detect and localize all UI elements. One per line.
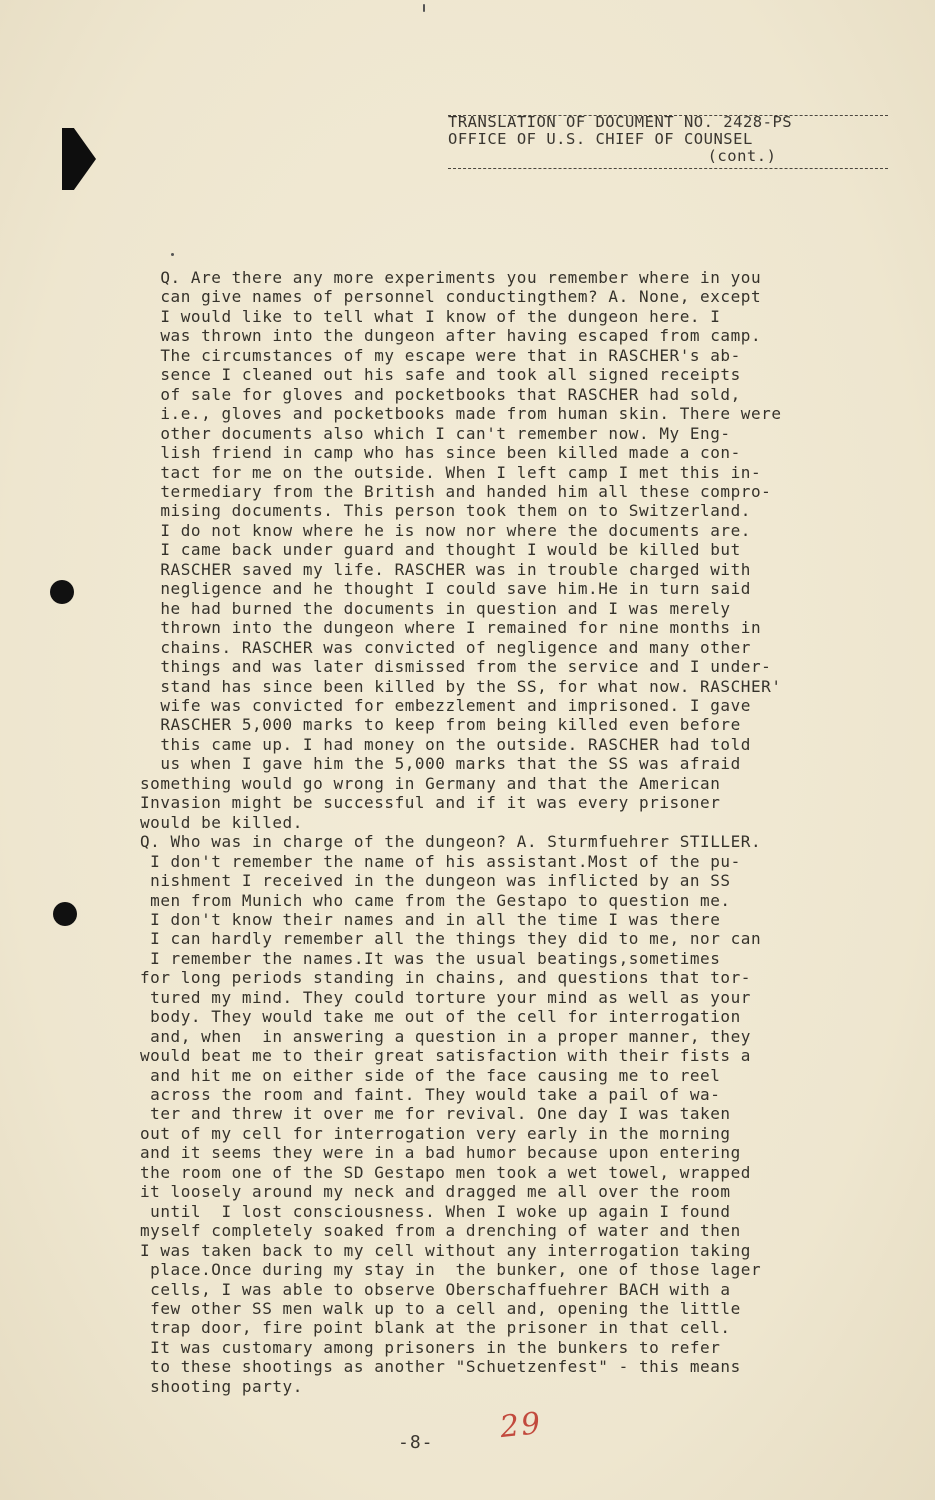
text-line: things and was later dismissed from the service and I under- [140,657,772,677]
text-line: something would go wrong in Germany and that the American [140,773,721,793]
text-line: I was taken back to my cell without any interrogation taking [140,1240,751,1260]
text-line: us when I gave him the 5,000 marks that the SS was afraid [140,754,741,774]
text-line: the room one of the SD Gestapo men took a wet towel, wrapped [140,1162,751,1182]
text-line: wife was convicted for embezzlement and imprisoned. I gave [140,695,751,715]
text-line: and hit me on either side of the face causing me to reel [140,1065,721,1085]
text-line: mising documents. This person took them on to Switzerland. [140,501,751,521]
text-line: I remember the names.It was the usual beatings,sometimes [140,948,721,968]
text-line: can give names of personnel conductingthem? A. None, except [140,287,762,307]
header-top-rule [448,115,888,117]
text-line: negligence and he thought I could save him.He in turn said [140,579,751,599]
text-line: nishment I received in the dungeon was inflicted by an SS [140,871,731,891]
text-line: would be killed. [140,812,303,832]
text-line: i.e., gloves and pocketbooks made from human skin. There were [140,404,782,424]
text-line: and it seems they were in a bad humor because upon entering [140,1143,741,1163]
text-line: RASCHER saved my life. RASCHER was in trouble charged with [140,559,751,579]
text-line: It was customary among prisoners in the bunkers to refer [140,1337,721,1357]
ink-speck [171,253,174,256]
text-line: I do not know where he is now nor where the documents are. [140,520,751,540]
text-line: and, when in answering a question in a proper manner, they [140,1026,751,1046]
text-line: body. They would take me out of the cell for interrogation [140,1007,741,1027]
text-line: shooting party. [140,1376,303,1396]
text-line: I don't remember the name of his assistant.Most of the pu- [140,851,741,871]
text-line: Invasion might be successful and if it was every prisoner [140,793,721,813]
punch-hole-icon [50,580,74,604]
text-line: tured my mind. They could torture your mind as well as your [140,987,751,1007]
text-line: this came up. I had money on the outside. RASCHER had told [140,734,751,754]
text-line: tact for me on the outside. When I left camp I met this in- [140,462,762,482]
text-line: Q. Are there any more experiments you remember where in you [140,268,762,287]
punch-hole-icon [53,902,77,926]
page-number: -8- [398,1432,434,1453]
text-line: The circumstances of my escape were that in RASCHER's ab- [140,345,741,365]
text-line: he had burned the documents in question and I was merely [140,598,731,618]
text-line: I don't know their names and in all the time I was there [140,909,721,929]
black-tab-mark [62,128,96,190]
text-line: place.Once during my stay in the bunker, one of those lager [140,1260,762,1280]
text-line: myself completely soaked from a drenching of water and then [140,1221,741,1241]
text-line: thrown into the dungeon where I remained for nine months in [140,618,762,638]
document-header [448,114,888,165]
text-line: chains. RASCHER was convicted of negligence and many other [140,637,751,657]
text-line: few other SS men walk up to a cell and, opening the little [140,1299,741,1319]
handwritten-annotation: 29 [498,1405,544,1446]
text-line: I came back under guard and thought I would be killed but [140,540,741,560]
text-line: across the room and faint. They would take a pail of wa- [140,1085,721,1105]
text-line: men from Munich who came from the Gestapo to question me. [140,890,731,910]
text-line: stand has since been killed by the SS, for what now. RASCHER' [140,676,782,696]
text-line: I would like to tell what I know of the dungeon here. I [140,306,721,326]
header-cont: (cont.) [707,147,777,165]
text-line: other documents also which I can't remember now. My Eng- [140,423,731,443]
text-line: would beat me to their great satisfaction with their fists a [140,1046,751,1066]
text-line: out of my cell for interrogation very early in the morning [140,1123,731,1143]
text-line: lish friend in camp who has since been killed made a con- [140,443,741,463]
text-line: it loosely around my neck and dragged me all over the room [140,1182,731,1202]
text-line: to these shootings as another "Schuetzenfest" - this means [140,1357,741,1377]
text-line: of sale for gloves and pocketbooks that RASCHER had sold, [140,384,741,404]
text-line: sence I cleaned out his safe and took all signed receipts [140,365,741,385]
text-line: ter and threw it over me for revival. One day I was taken [140,1104,731,1124]
text-line: cells, I was able to observe Oberschaffuehrer BACH with a [140,1279,731,1299]
text-line: I can hardly remember all the things they did to me, nor can [140,929,762,949]
text-line: RASCHER 5,000 marks to keep from being killed even before [140,715,741,735]
header-title: TRANSLATION OF DOCUMENT NO. 2428-PS [448,113,793,131]
ink-speck [423,4,425,12]
text-line: trap door, fire point blank at the prisoner in that cell. [140,1318,731,1338]
transcript-body [140,268,860,1396]
header-office: OFFICE OF U.S. CHIEF OF COUNSEL [448,130,753,148]
text-line: until I lost consciousness. When I woke up again I found [140,1201,731,1221]
text-line: for long periods standing in chains, and questions that tor- [140,968,751,988]
text-line: Q. Who was in charge of the dungeon? A. Sturmfuehrer STILLER. [140,832,762,852]
text-line: termediary from the British and handed him all these compro- [140,481,772,501]
header-bottom-rule [448,168,888,170]
text-line: was thrown into the dungeon after having escaped from camp. [140,326,762,346]
